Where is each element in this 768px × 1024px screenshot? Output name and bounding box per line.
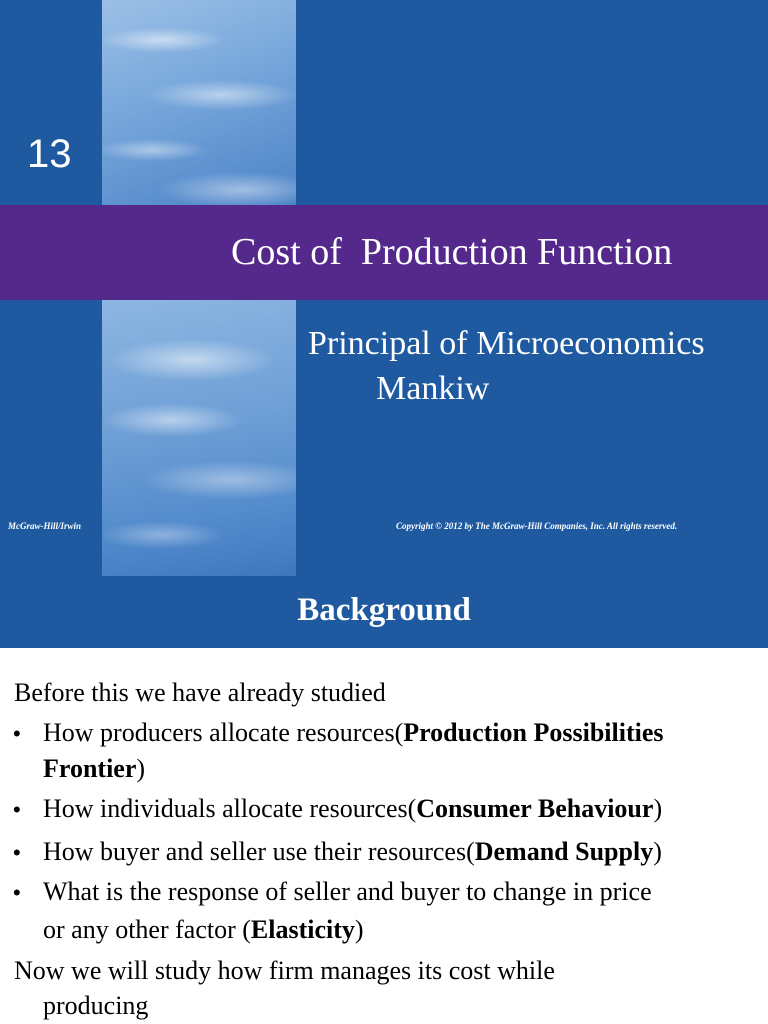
sky-image-bottom: [102, 300, 296, 576]
bullet-text: ): [354, 915, 364, 944]
bullet-emphasis: Demand Supply: [474, 837, 654, 866]
bullet-text: How producers allocate resources(: [43, 718, 404, 747]
slide-title: Cost of Production Function: [231, 231, 673, 273]
bullet-text: or any other factor (: [43, 915, 251, 944]
chapter-number: 13: [27, 132, 72, 176]
bullet-marker: •: [13, 797, 21, 822]
copyright-notice: Copyright © 2012 by The McGraw-Hill Companies, Inc. All rights reserved.: [396, 521, 678, 531]
bullet-marker: •: [13, 880, 21, 905]
bullet-emphasis: Consumer Behaviour: [416, 794, 654, 823]
section-heading: Background: [297, 592, 471, 628]
background-content: [0, 648, 768, 1024]
bullet-emphasis: Frontier: [43, 754, 137, 783]
bullet-item: [43, 791, 662, 826]
outro-text: Now we will study how firm manages its cost while: [14, 956, 555, 985]
publisher-label: McGraw-Hill/Irwin: [8, 521, 82, 531]
bullet-marker: •: [13, 840, 21, 865]
sky-image-top: [102, 0, 296, 205]
bullet-item: What is the response of seller and buyer to change in price: [43, 877, 652, 906]
bullet-item-continuation: [43, 912, 364, 947]
outro-text-continuation: producing: [43, 991, 149, 1020]
slide-subtitle: Principal of Microeconomics: [308, 325, 705, 362]
bullet-text: ): [653, 837, 662, 866]
bullet-item-continuation: [43, 751, 145, 786]
bullet-item: [43, 715, 664, 750]
author-name: Mankiw: [376, 370, 490, 407]
bullet-text: ): [653, 794, 663, 823]
bullet-text: ): [136, 754, 146, 783]
intro-text: Before this we have already studied: [14, 678, 386, 707]
bullet-marker: •: [13, 721, 21, 746]
bullet-emphasis: Elasticity: [250, 915, 355, 944]
bullet-item: [43, 834, 662, 869]
bullet-text: How buyer and seller use their resources(: [43, 837, 475, 866]
bullet-text: How individuals allocate resources(: [43, 794, 417, 823]
bullet-emphasis: Production Possibilities: [403, 718, 664, 747]
